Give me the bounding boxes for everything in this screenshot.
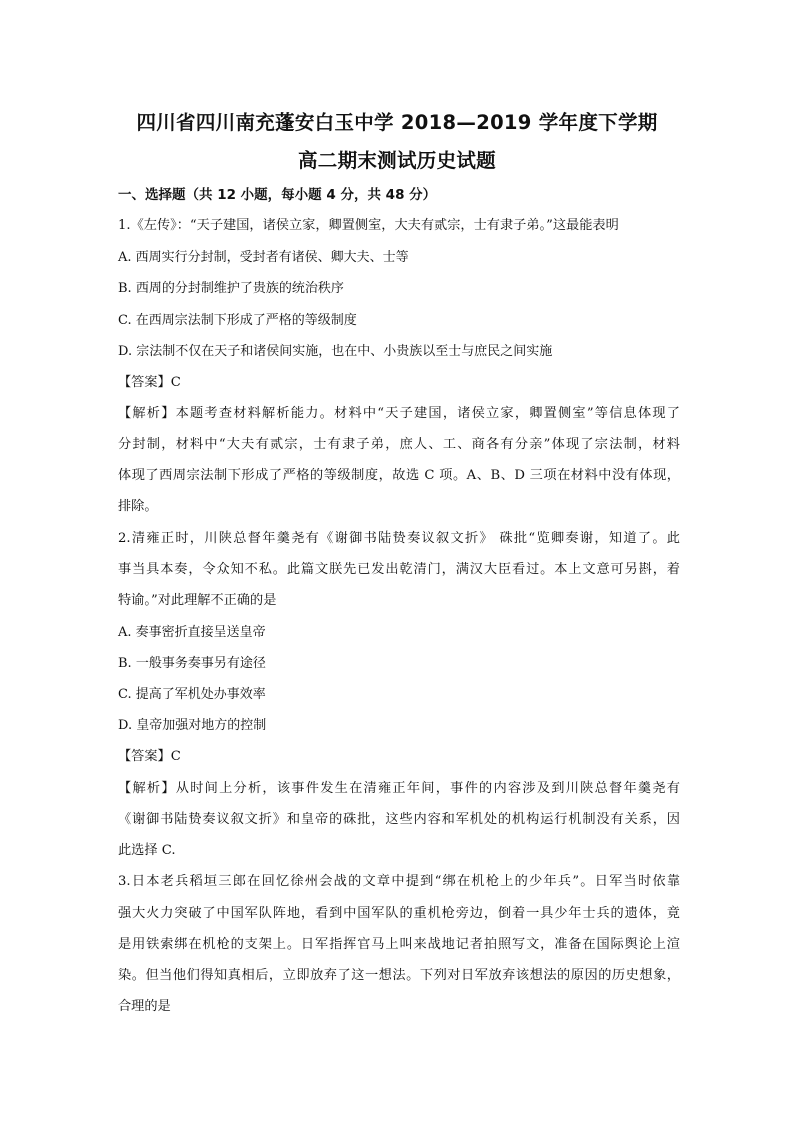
question-2-analysis-line: 《谢御书陆贽奏议叙文折》和皇帝的硃批，这些内容和军机处的机构运行机制没有关系，因 xyxy=(118,812,680,827)
question-2-stem-line: 事当具本奏，令众知不私。此篇文朕先已发出乾清门，满汉大臣看过。本上文意可另斟，着 xyxy=(118,562,680,577)
question-2-option-d: D. 皇帝加强对地方的控制 xyxy=(118,718,267,733)
question-3-stem-line: 3.日本老兵稻垣三郎在回忆徐州会战的文章中提到“绑在机枪上的少年兵”。日军当时依靠 xyxy=(118,874,680,889)
page-title: 四川省四川南充蓬安白玉中学 2018—2019 学年度下学期 xyxy=(136,111,658,134)
page-subtitle: 高二期末测试历史试题 xyxy=(297,149,496,172)
question-2-analysis-line: 此选择 C. xyxy=(118,843,176,858)
question-2-option-b: B. 一般事务奏事另有途径 xyxy=(118,656,266,671)
question-2-stem-line: 特谕。”对此理解不正确的是 xyxy=(118,593,277,608)
section-heading: 一、选择题（共 12 小题，每小题 4 分，共 48 分） xyxy=(118,187,437,203)
question-1-option-c: C. 在西周宗法制下形成了严格的等级制度 xyxy=(118,313,357,328)
question-2-option-c: C. 提高了军机处办事效率 xyxy=(118,687,266,702)
question-3-stem-line: 强大火力突破了中国军队阵地，看到中国军队的重机枪旁边，倒着一具少年士兵的遗体，竟 xyxy=(118,906,680,921)
question-1-analysis-line: 体现了西周宗法制下形成了严格的等级制度，故选 C 项。A、B、D 三项在材料中没有体现， xyxy=(118,468,680,483)
question-1-analysis-line: 排除。 xyxy=(118,499,158,514)
question-1-option-b: B. 西周的分封制维护了贵族的统治秩序 xyxy=(118,281,344,296)
question-3-stem-line: 合理的是 xyxy=(118,999,171,1014)
question-1-stem: 1.《左传》：“天子建国，诸侯立家，卿置侧室，大夫有贰宗，士有隶子弟。”这最能表明 xyxy=(118,218,619,233)
question-1-option-a: A. 西周实行分封制，受封者有诸侯、卿大夫、士等 xyxy=(118,250,409,265)
question-1-answer: 【答案】C xyxy=(118,375,181,390)
question-2-stem-line: 2.清雍正时，川陕总督年羹尧有《谢御书陆贽奏议叙文折》 硃批“览卿奏谢，知道了。此 xyxy=(118,531,680,546)
question-3-stem-line: 染。但当他们得知真相后，立即放弃了这一想法。下列对日军放弃该想法的原因的历史想象， xyxy=(118,968,680,983)
question-1-analysis-line: 【解析】本题考查材料解析能力。材料中“天子建国，诸侯立家，卿置侧室”等信息体现了 xyxy=(118,406,680,421)
question-1-option-d: D. 宗法制不仅在天子和诸侯间实施，也在中、小贵族以至士与庶民之间实施 xyxy=(118,344,553,359)
question-3-stem-line: 是用铁索绑在机枪的支架上。日军指挥官马上叫来战地记者拍照写文，准备在国际舆论上渲 xyxy=(118,937,680,952)
question-2-answer: 【答案】C xyxy=(118,749,181,764)
question-1-analysis-line: 分封制，材料中“大夫有贰宗，士有隶子弟，庶人、工、商各有分亲”体现了宗法制，材料 xyxy=(118,437,680,452)
question-2-option-a: A. 奏事密折直接呈送皇帝 xyxy=(118,625,266,640)
question-2-analysis-line: 【解析】从时间上分析，该事件发生在清雍正年间，事件的内容涉及到川陕总督年羹尧有 xyxy=(118,781,680,796)
